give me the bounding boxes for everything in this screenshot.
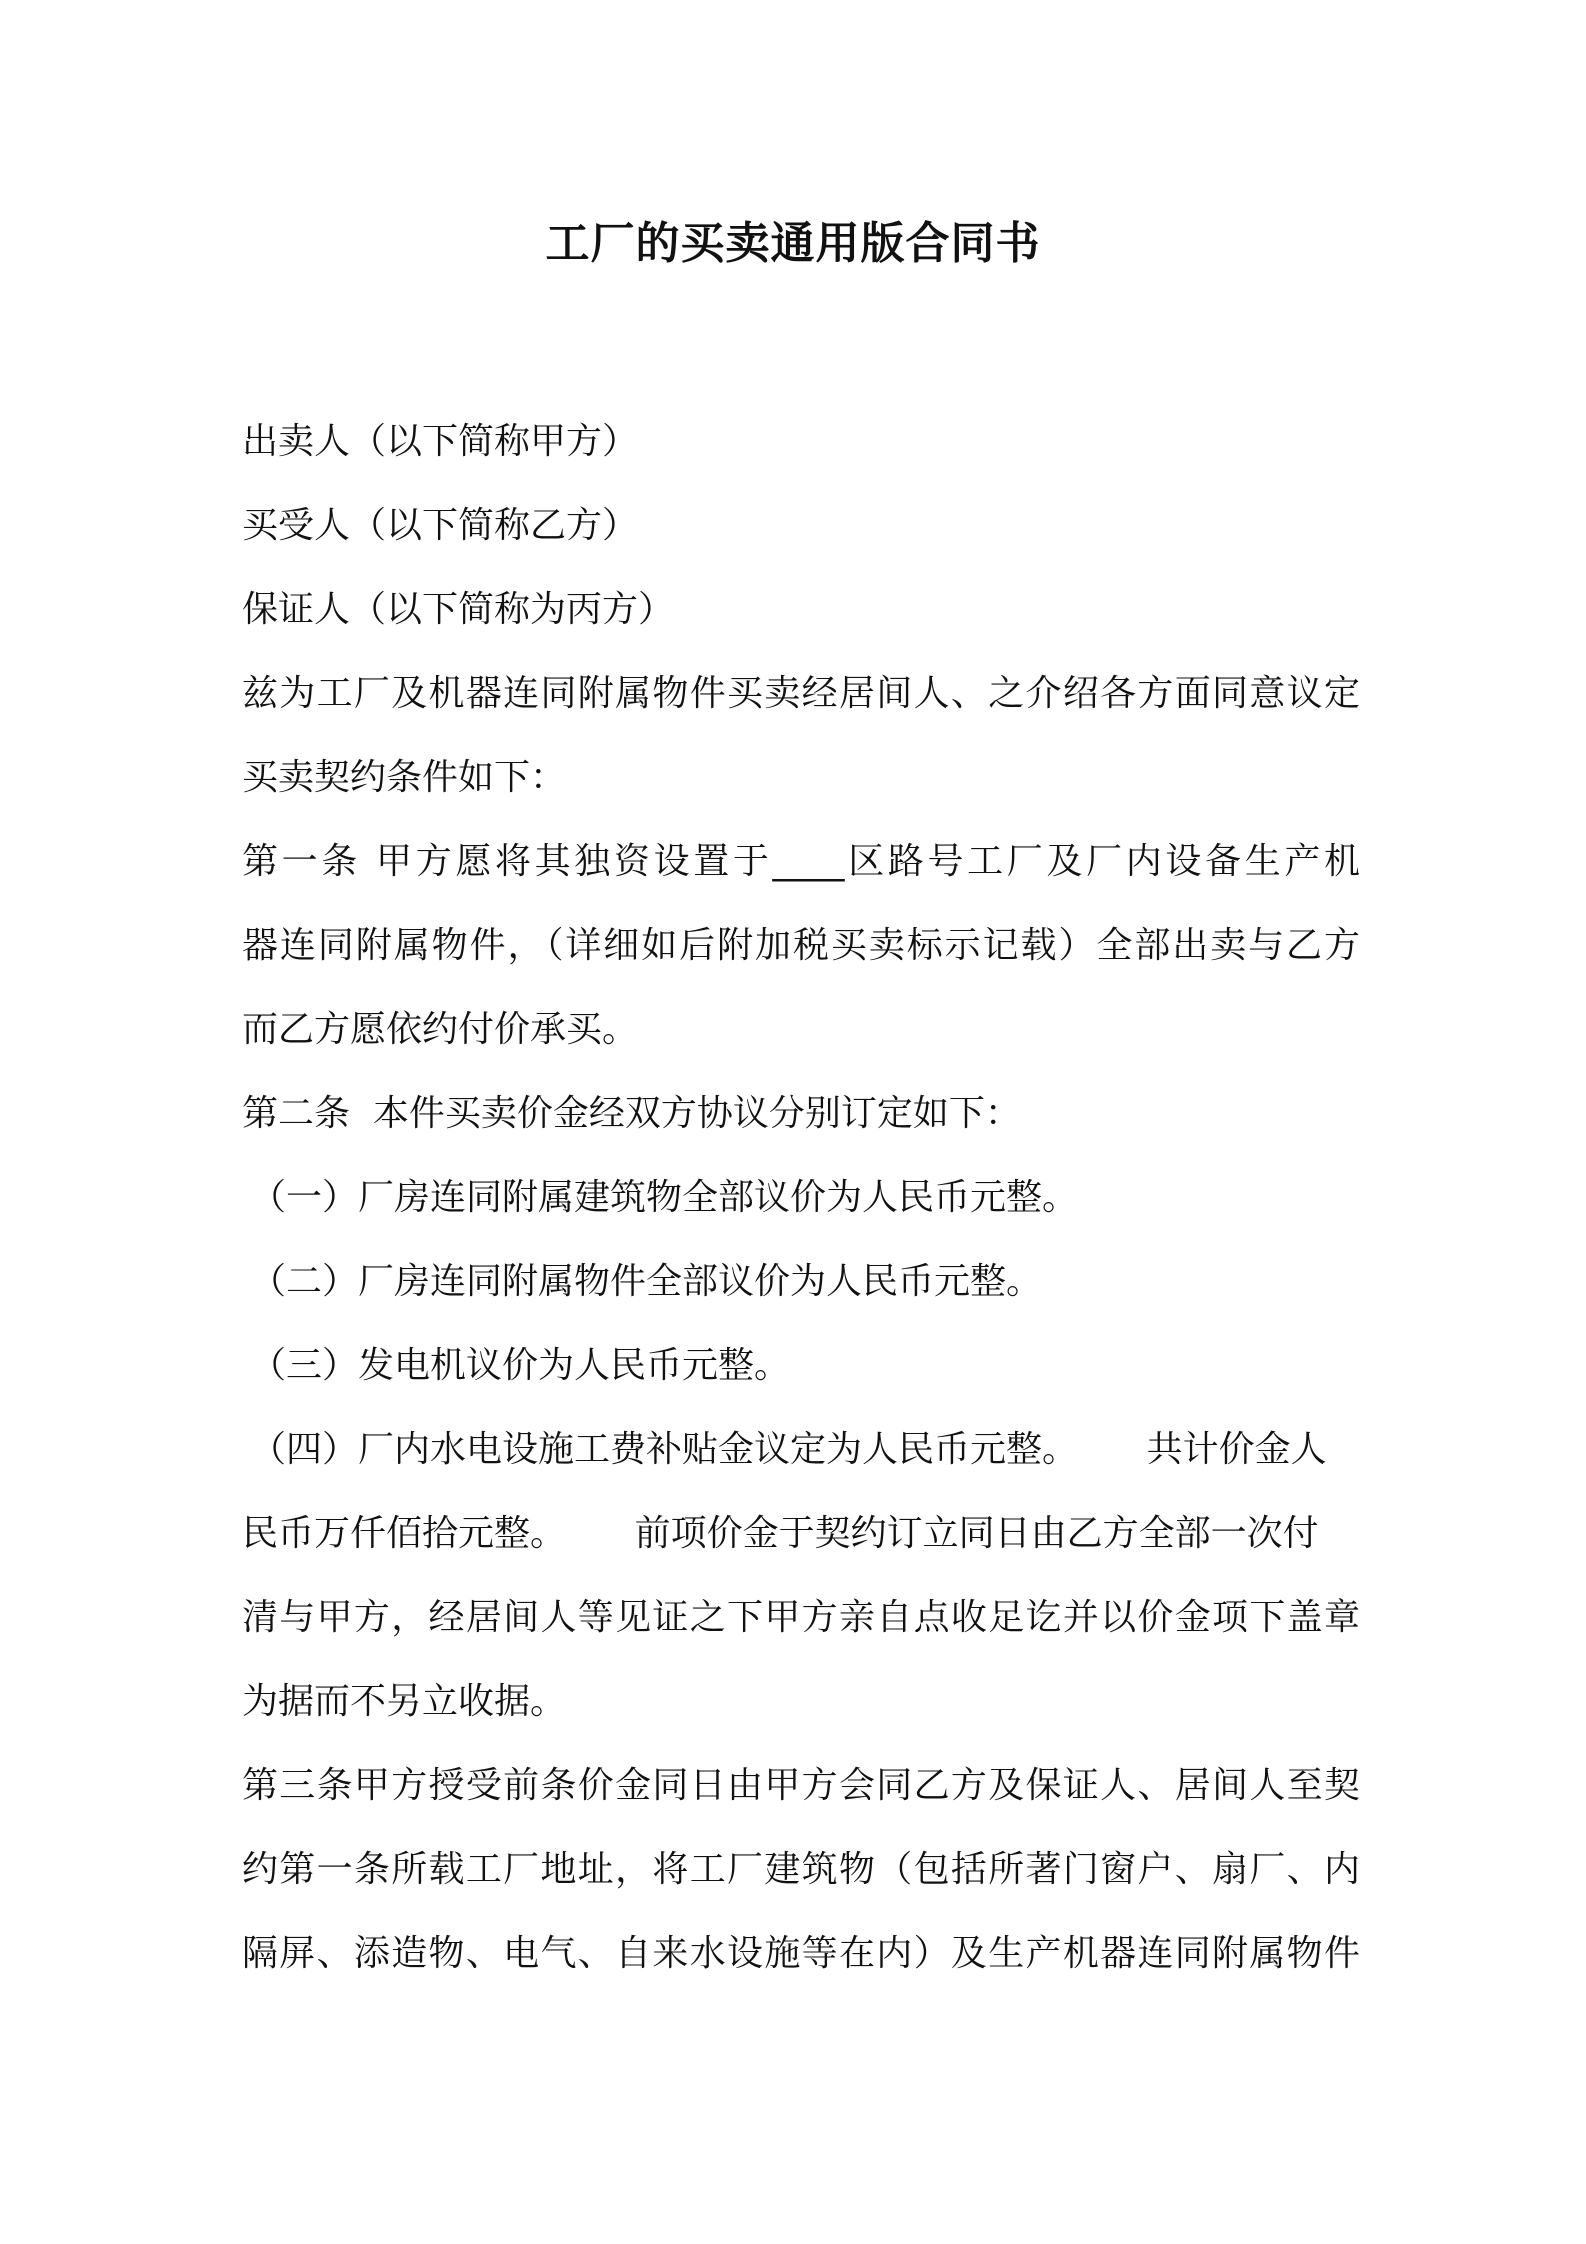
article-2-item-4: （四）厂内水电设施工费补贴金议定为人民币元整。 共计价金人 [250,1429,1327,1470]
article-2-total-line: 民币万仟佰拾元整。 前项价金于契约订立同日由乙方全部一次付 [242,1513,1319,1554]
article-3-line-3: 隔屏、添造物、电气、自来水设施等在内）及生产机器连同附属物件 [242,1933,1360,1974]
article-2-item-3: （三）发电机议价为人民币元整。 [250,1345,791,1386]
preamble-line-1: 兹为工厂及机器连同附属物件买卖经居间人、之介绍各方面同意议定 [242,673,1360,714]
buyer-line: 买受人（以下简称乙方） [242,505,639,546]
article-2-payment-line: 清与甲方，经居间人等见证之下甲方亲自点收足讫并以价金项下盖章 [242,1597,1360,1638]
seller-line: 出卖人（以下简称甲方） [242,421,639,462]
article-2-item-2: （二）厂房连同附属物件全部议价为人民币元整。 [250,1261,1043,1302]
guarantor-line: 保证人（以下简称为丙方） [242,589,675,630]
article-1-line-3: 而乙方愿依约付价承买。 [242,1009,639,1050]
article-3-line-1: 第三条甲方授受前条价金同日由甲方会同乙方及保证人、居间人至契 [242,1765,1360,1806]
document-body [242,400,1360,1996]
article-3-line-2: 约第一条所载工厂地址，将工厂建筑物（包括所著门窗户、扇厂、内 [242,1849,1360,1890]
document-title: 工厂的买卖通用版合同书 [545,218,1041,269]
article-2-item-1: （一）厂房连同附属建筑物全部议价为人民币元整。 [250,1177,1079,1218]
article-1-line-2: 器连同附属物件，（详细如后附加税买卖标示记载）全部出卖与乙方 [242,925,1360,966]
article-2-receipt-line: 为据而不另立收据。 [242,1681,567,1722]
article-1-line-1: 第一条 甲方愿将其独资设置于____区路号工厂及厂内设备生产机 [242,841,1360,882]
preamble-line-2: 买卖契约条件如下： [242,757,567,798]
article-2-line-1: 第二条 本件买卖价金经双方协议分别订定如下： [242,1093,1021,1134]
